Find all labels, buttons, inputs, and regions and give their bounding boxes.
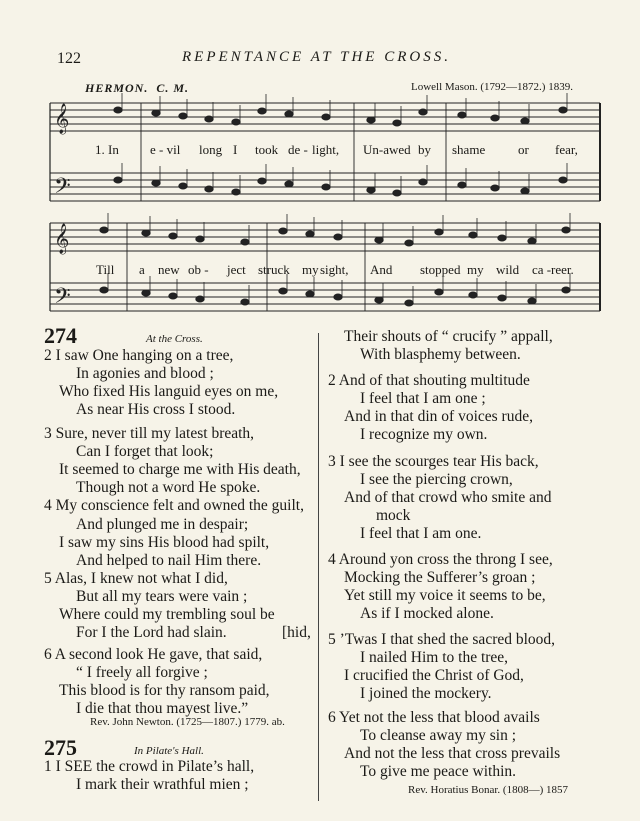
text-line: For I the Lord had slain. xyxy=(76,624,227,641)
text-line: 1 I SEE the crowd in Pilate’s hall, xyxy=(44,758,255,775)
lyric-syllable: sight, xyxy=(320,262,349,277)
text-line: With blasphemy between. xyxy=(360,346,521,363)
text-line: 2 I saw One hanging on a tree, xyxy=(44,347,234,364)
lyric-syllable: a xyxy=(139,262,145,277)
text-line: This blood is for thy ransom paid, xyxy=(59,682,270,699)
svg-text:𝄞: 𝄞 xyxy=(54,104,70,133)
lyric-syllable: shame xyxy=(452,142,486,157)
composer-credit: Lowell Mason. (1792—1872.) 1839. xyxy=(411,81,573,93)
text-line: I see the piercing crown, xyxy=(360,471,513,488)
text-line: But all my tears were vain ; xyxy=(76,588,248,605)
lyric-syllable: 1. In xyxy=(95,142,119,157)
hymn-number: 275 xyxy=(44,735,77,760)
lyric-syllable: fear, xyxy=(555,142,578,157)
lyric-syllable: reer. xyxy=(551,262,574,277)
text-line: And not the less that cross prevails xyxy=(344,745,561,762)
text-line: 6 Yet not the less that blood avails xyxy=(328,709,540,726)
svg-text:𝄞: 𝄞 xyxy=(54,224,70,253)
text-line: 4 Around yon cross the throng I see, xyxy=(328,551,553,568)
text-line: [hid, xyxy=(282,624,311,641)
lyric-syllable: ject xyxy=(227,262,246,277)
text-line: I saw my sins His blood had spilt, xyxy=(59,534,270,551)
lyric-syllable: new xyxy=(158,262,180,277)
text-line: I feel that I am one. xyxy=(360,525,482,542)
lyric-syllable: ob - xyxy=(188,262,209,277)
lyric-syllable: I xyxy=(233,142,238,157)
text-line: It seemed to charge me with His death, xyxy=(59,461,301,478)
hymn-number: 274 xyxy=(44,323,77,348)
lyric-syllable: stopped xyxy=(420,262,461,277)
text-line: I nailed Him to the tree, xyxy=(360,649,509,666)
text-line: As if I mocked alone. xyxy=(360,605,494,622)
text-line: Where could my trembling soul be xyxy=(59,606,275,623)
text-line: Their shouts of “ crucify ” appall, xyxy=(344,328,553,345)
column-divider xyxy=(318,333,319,801)
svg-text:𝄢: 𝄢 xyxy=(54,284,71,313)
text-line: I crucified the Christ of God, xyxy=(344,667,524,684)
lyric-syllable: de - xyxy=(288,142,308,157)
text-line: 3 I see the scourges tear His back, xyxy=(328,453,539,470)
page-number: 122 xyxy=(57,50,81,67)
text-line: Mocking the Sufferer’s groan ; xyxy=(344,569,536,586)
text-line: And helped to nail Him there. xyxy=(76,552,262,569)
text-line: Can I forget that look; xyxy=(76,443,214,460)
music-score xyxy=(0,0,640,330)
lyric-syllable: Till xyxy=(96,262,115,277)
text-line: I die that thou mayest live.” xyxy=(76,700,249,717)
text-line: 4 My conscience felt and owned the guilt, xyxy=(44,497,304,514)
text-line: I recognize my own. xyxy=(360,426,488,443)
hymn-274-credit: Rev. John Newton. (1725—1807.) 1779. ab. xyxy=(90,716,285,728)
text-line: Though not a word He spoke. xyxy=(76,479,261,496)
text-line: To give me peace within. xyxy=(360,763,517,780)
text-line: I feel that I am one ; xyxy=(360,390,486,407)
text-line: 6 A second look He gave, that said, xyxy=(44,646,263,663)
lyric-syllable: ca - xyxy=(532,262,552,277)
hymn-275-title: In Pilate's Hall. xyxy=(134,745,204,757)
lyric-syllable: my xyxy=(467,262,484,277)
text-line: Yet still my voice it seems to be, xyxy=(344,587,546,604)
text-line: To cleanse away my sin ; xyxy=(360,727,517,744)
lyric-syllable: by xyxy=(418,142,431,157)
text-line: mock xyxy=(376,507,411,524)
lyric-syllable: And xyxy=(370,262,393,277)
lyric-syllable: my xyxy=(302,262,319,277)
lyric-syllable: or xyxy=(518,142,529,157)
lyric-syllable: wild xyxy=(496,262,520,277)
lyric-syllable: took xyxy=(255,142,279,157)
text-line: And in that din of voices rude, xyxy=(344,408,533,425)
lyric-syllable: struck xyxy=(258,262,290,277)
text-line: 3 Sure, never till my latest breath, xyxy=(44,425,255,442)
text-line: As near His cross I stood. xyxy=(76,401,236,418)
text-line: 5 ’Twas I that shed the sacred blood, xyxy=(328,631,556,648)
hymn-274-header xyxy=(44,323,77,349)
lyric-syllable: long xyxy=(199,142,223,157)
text-line: 2 And of that shouting multitude xyxy=(328,372,530,389)
lyric-syllable: light, xyxy=(312,142,340,157)
text-line: And of that crowd who smite and xyxy=(344,489,552,506)
text-line: I mark their wrathful mien ; xyxy=(76,776,249,793)
lyric-syllable: Un-awed xyxy=(363,142,411,157)
text-line: I joined the mockery. xyxy=(360,685,492,702)
text-line: In agonies and blood ; xyxy=(76,365,214,382)
running-title: REPENTANCE AT THE CROSS. xyxy=(182,49,451,65)
text-line: Who fixed His languid eyes on me, xyxy=(59,383,279,400)
hymn-275-credit: Rev. Horatius Bonar. (1808—) 1857 xyxy=(408,784,568,796)
svg-text:𝄢: 𝄢 xyxy=(54,174,71,203)
hymn-274-title: At the Cross. xyxy=(146,333,203,345)
text-line: And plunged me in despair; xyxy=(76,516,249,533)
text-line: “ I freely all forgive ; xyxy=(76,664,208,681)
lyric-syllable: e - vil xyxy=(150,142,181,157)
tune-name: HERMON. C. M. xyxy=(85,81,190,95)
text-line: 5 Alas, I knew not what I did, xyxy=(44,570,228,587)
